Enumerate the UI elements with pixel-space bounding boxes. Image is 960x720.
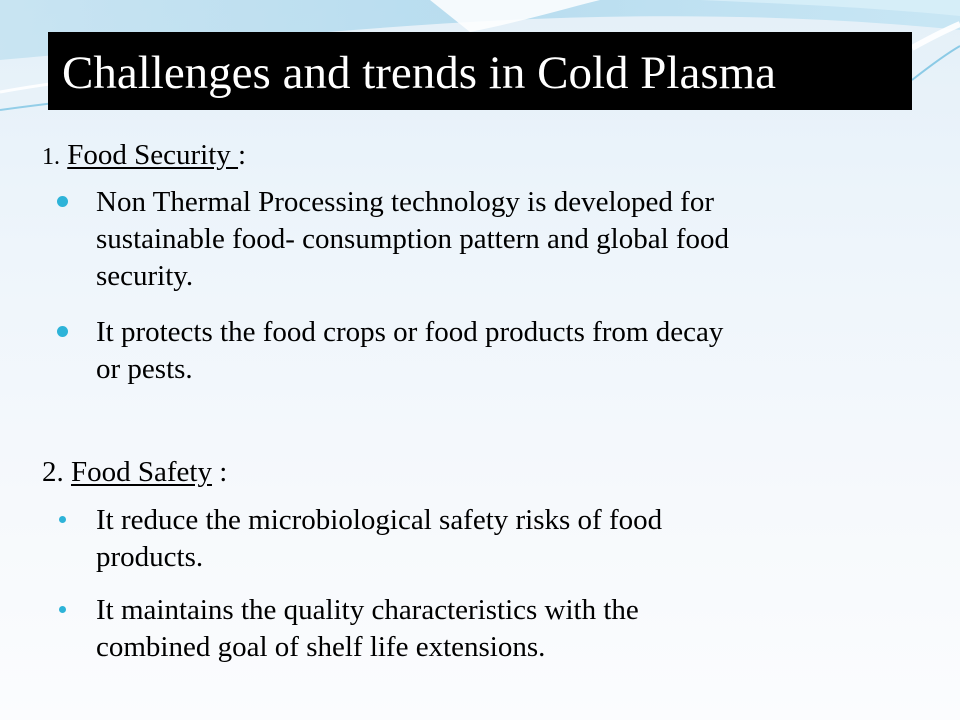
bullet-dot-icon (42, 184, 82, 212)
title-bar (48, 32, 912, 110)
bullet-line: security. (96, 260, 194, 292)
bullet-line: It reduce the microbiological safety risks of food (96, 504, 663, 536)
bullet-dot-icon (42, 592, 82, 618)
section-title: Food Safety (71, 456, 212, 488)
bullet-line: sustainable food- consumption pattern and global food (96, 223, 730, 255)
section-colon: : (219, 456, 228, 488)
section-colon: : (238, 139, 247, 171)
bullet-line: Non Thermal Processing technology is developed for (96, 186, 714, 218)
bullet-line: It maintains the quality characteristics with the (96, 594, 639, 626)
slide-title: Challenges and trends in Cold Plasma (62, 47, 777, 99)
bullet-line: It protects the food crops or food products from decay (96, 316, 724, 348)
bullet-text (96, 592, 918, 666)
bullet-line: or pests. (96, 353, 193, 385)
section-heading-food-safety (42, 455, 227, 489)
bullet-text (96, 184, 918, 295)
section-title: Food Security (67, 139, 239, 171)
bullet-line: combined goal of shelf life extensions. (96, 631, 546, 663)
bullet-text (96, 502, 918, 576)
section-heading-food-security (42, 138, 246, 174)
bullet-dot-icon (42, 502, 82, 528)
section-number: 1. (42, 144, 60, 170)
bullet-dot-icon (42, 314, 82, 342)
section-number: 2. (42, 456, 64, 488)
bullet-text (96, 314, 918, 388)
bullet-line: products. (96, 541, 204, 573)
